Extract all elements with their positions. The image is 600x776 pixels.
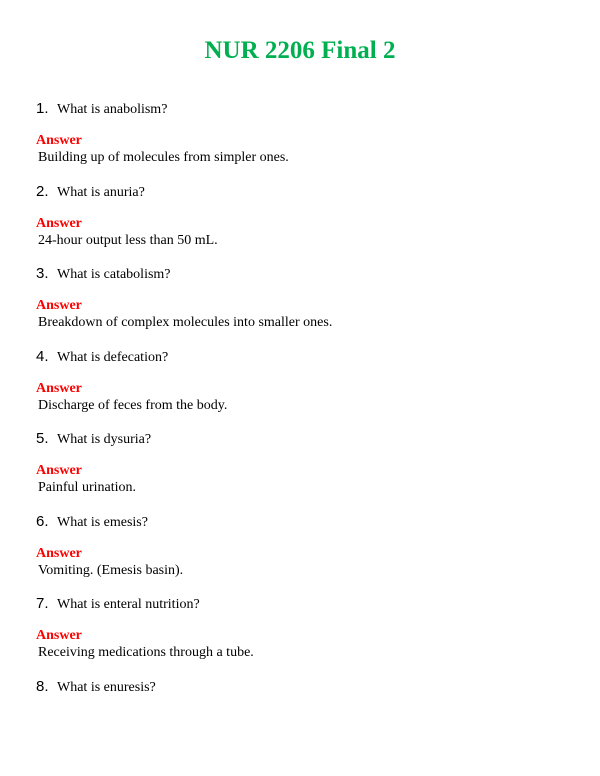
question-number: 5. <box>36 430 49 447</box>
question-number: 2. <box>36 183 49 200</box>
question-number: 8. <box>36 678 49 695</box>
qa-item-2 <box>36 182 576 249</box>
question-text: What is dysuria? <box>57 432 152 447</box>
question-line <box>36 264 576 284</box>
answer-text: 24-hour output less than 50 mL. <box>38 233 218 248</box>
document-title: NUR 2206 Final 2 <box>204 37 396 64</box>
answer-label: Answer <box>36 463 82 478</box>
qa-item-8 <box>36 677 576 697</box>
question-number: 4. <box>36 348 49 365</box>
question-line <box>36 347 576 367</box>
qa-item-1 <box>36 99 576 166</box>
question-number: 6. <box>36 513 49 530</box>
question-line <box>36 99 576 119</box>
answer-text: Vomiting. (Emesis basin). <box>38 563 184 578</box>
question-text: What is emesis? <box>57 515 148 530</box>
question-text: What is enuresis? <box>57 680 156 695</box>
question-line <box>36 677 576 697</box>
answer-text: Receiving medications through a tube. <box>38 645 254 660</box>
question-text: What is enteral nutrition? <box>57 597 200 612</box>
qa-item-7 <box>36 594 576 661</box>
question-text: What is catabolism? <box>57 267 171 282</box>
answer-label: Answer <box>36 628 82 643</box>
question-line <box>36 429 576 449</box>
question-text: What is anuria? <box>57 185 145 200</box>
answer-text: Building up of molecules from simpler ones. <box>38 150 289 165</box>
qa-item-5 <box>36 429 576 496</box>
answer-text: Breakdown of complex molecules into smaller ones. <box>38 315 333 330</box>
question-text: What is anabolism? <box>57 102 168 117</box>
question-line <box>36 594 576 614</box>
question-number: 3. <box>36 265 49 282</box>
answer-text: Painful urination. <box>38 480 136 495</box>
answer-label: Answer <box>36 298 82 313</box>
question-line <box>36 512 576 532</box>
question-number: 1. <box>36 100 49 117</box>
answer-label: Answer <box>36 381 82 396</box>
answer-text: Discharge of feces from the body. <box>38 398 228 413</box>
qa-item-6 <box>36 512 576 579</box>
question-text: What is defecation? <box>57 350 169 365</box>
qa-item-4 <box>36 347 576 414</box>
qa-item-3 <box>36 264 576 331</box>
answer-label: Answer <box>36 216 82 231</box>
question-line <box>36 182 576 202</box>
answer-label: Answer <box>36 546 82 561</box>
answer-label: Answer <box>36 133 82 148</box>
question-number: 7. <box>36 595 49 612</box>
